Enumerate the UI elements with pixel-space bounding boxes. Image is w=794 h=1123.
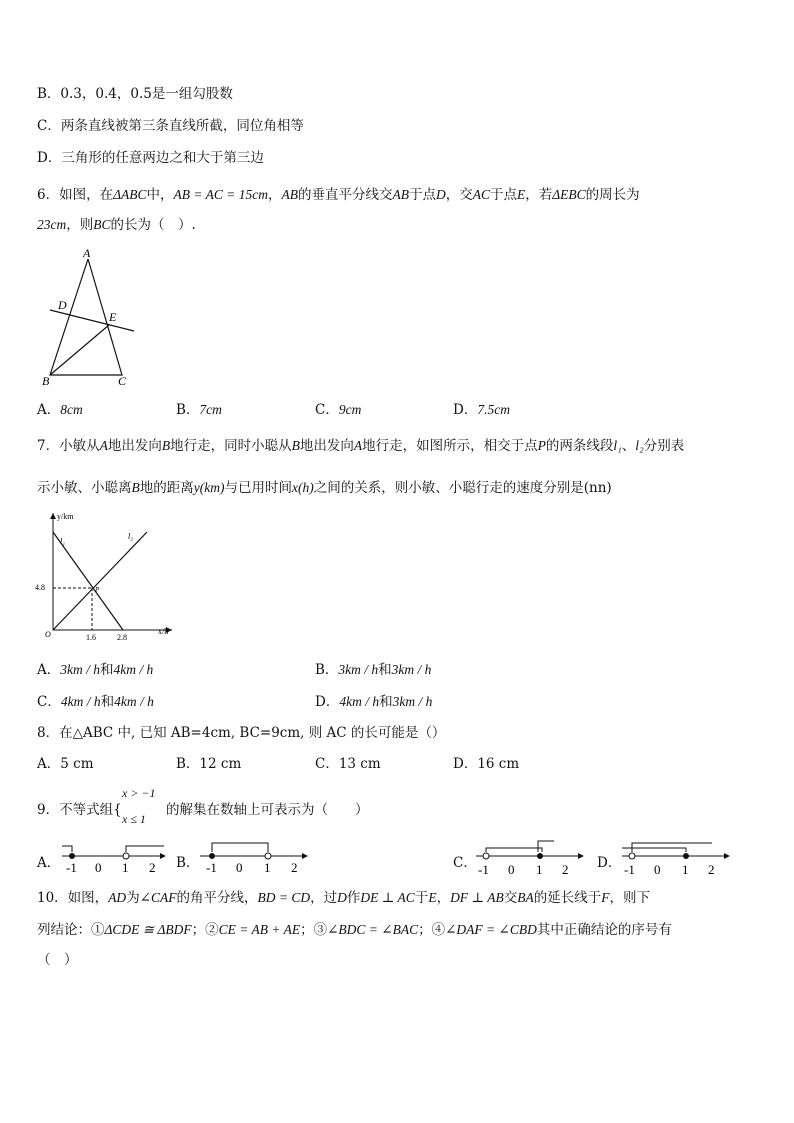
q6-label-d: D [58, 298, 67, 312]
q8-option-d: D．16 cm [453, 756, 520, 772]
q10-answer-brackets: （ ） [37, 952, 78, 968]
svg-text:1: 1 [536, 862, 543, 877]
q6-option-d: D．7.5cm [453, 402, 510, 418]
svg-text:2: 2 [149, 860, 156, 875]
svg-text:-1: -1 [206, 860, 217, 875]
q6-label-e: E [109, 310, 117, 324]
q9-number-line-a [60, 838, 170, 876]
svg-text:-1: -1 [66, 860, 77, 875]
q7-line-l2 [53, 532, 147, 630]
q9-stem-a: 9．不等式组{ [37, 802, 122, 818]
q7-option-a: A．3km / h和4km / h [37, 662, 154, 678]
svg-text:0: 0 [654, 862, 661, 877]
q5-option-d: D．三角形的任意两边之和大于第三边 [37, 150, 264, 166]
svg-text:2: 2 [291, 860, 298, 875]
q6-stem-line1: 6．如图，在ΔABC中，AB = AC = 15cm，AB的垂直平分线交AB于点D，交AC于点E，若ΔEBC的周长为 [37, 187, 640, 203]
q7-line-l1 [53, 532, 123, 630]
q6-stem-line2: 23cm，则BC的长为（ ）. [37, 217, 196, 233]
q8-stem: 8．在△ABC 中, 已知 AB=4cm, BC=9cm, 则 AC 的长可能是（） [37, 725, 446, 741]
q9-number-line-b [198, 838, 313, 876]
q5-option-c: C．两条直线被第三条直线所截，同位角相等 [37, 118, 304, 134]
svg-text:-1: -1 [478, 862, 489, 877]
q7-xlabel: x/h [158, 627, 169, 636]
q6-label-a: A [83, 246, 91, 260]
q6-option-c: C．9cm [315, 402, 362, 418]
q7-label-l2: l₂ [128, 532, 134, 541]
svg-text:2: 2 [562, 862, 569, 877]
q8-option-b: B．12 cm [176, 756, 242, 772]
svg-text:0: 0 [236, 860, 243, 875]
q9-option-a-label: A． [37, 855, 61, 871]
svg-text:2: 2 [708, 862, 715, 877]
svg-text:0: 0 [508, 862, 515, 877]
q7-stem-line1: 7．小敏从A地出发向B地行走，同时小聪从B地出发向A地行走，如图所示，相交于点P的两条线段l₁、l₂分别表 [37, 438, 685, 454]
q8-option-c: C．13 cm [315, 756, 381, 772]
q6-option-a: A．8cm [37, 402, 83, 418]
q9-option-d-label: D． [597, 855, 622, 871]
q9-option-c-label: C． [453, 855, 477, 871]
q7-label-p: P [95, 586, 100, 594]
q7-label-l1: l₁ [60, 537, 66, 546]
q10-stem-line2: 列结论：①ΔCDE ≅ ΔBDF；②CE = AB + AE；③∠BDC = ∠BAC；④∠DAF = ∠CBD其中正确结论的序号有 [37, 922, 672, 938]
q9-number-line-c [474, 838, 589, 878]
q5-option-b: B．0.3，0.4，0.5是一组勾股数 [37, 86, 233, 102]
q9-option-b-label: B． [176, 855, 200, 871]
svg-text:1: 1 [264, 860, 271, 875]
q9-number-line-d [620, 838, 735, 878]
q7-stem-line2: 示小敏、小聪离B地的距离y(km)与已用时间x(h)之间的关系，则小敏、小聪行走的速度分别是(nn) [37, 480, 612, 496]
q7-xtick-2.8: 2.8 [117, 633, 127, 642]
q9-inequality-2: x ≤ 1 [122, 812, 146, 826]
q9-stem-b: 的解集在数轴上可表示为（ ） [166, 802, 369, 818]
q6-label-c: C [118, 374, 127, 388]
q7-distance-time-chart [32, 510, 182, 645]
q8-option-a: A．5 cm [37, 756, 94, 772]
svg-text:-1: -1 [624, 862, 635, 877]
svg-text:0: 0 [95, 860, 102, 875]
q6-label-b: B [42, 374, 50, 388]
svg-text:1: 1 [682, 862, 689, 877]
q6-triangle-figure [38, 245, 138, 390]
svg-text:1: 1 [122, 860, 129, 875]
q6-option-b: B．7cm [176, 402, 222, 418]
q9-inequality-1: x > −1 [122, 786, 156, 800]
q7-option-c: C．4km / h和4km / h [37, 694, 154, 710]
q7-xtick-1.6: 1.6 [86, 633, 96, 642]
q10-stem-line1: 10．如图，AD为∠CAF的角平分线，BD = CD，过D作DE ⊥ AC于E，DF ⊥ AB交BA的延长线于F，则下 [37, 890, 651, 906]
q7-origin: O [45, 630, 51, 639]
q7-ylabel: y/km [57, 512, 74, 521]
q7-option-b: B．3km / h和3km / h [315, 662, 432, 678]
q7-ytick-4.8: 4.8 [35, 583, 45, 592]
q7-option-d: D．4km / h和3km / h [315, 694, 433, 710]
